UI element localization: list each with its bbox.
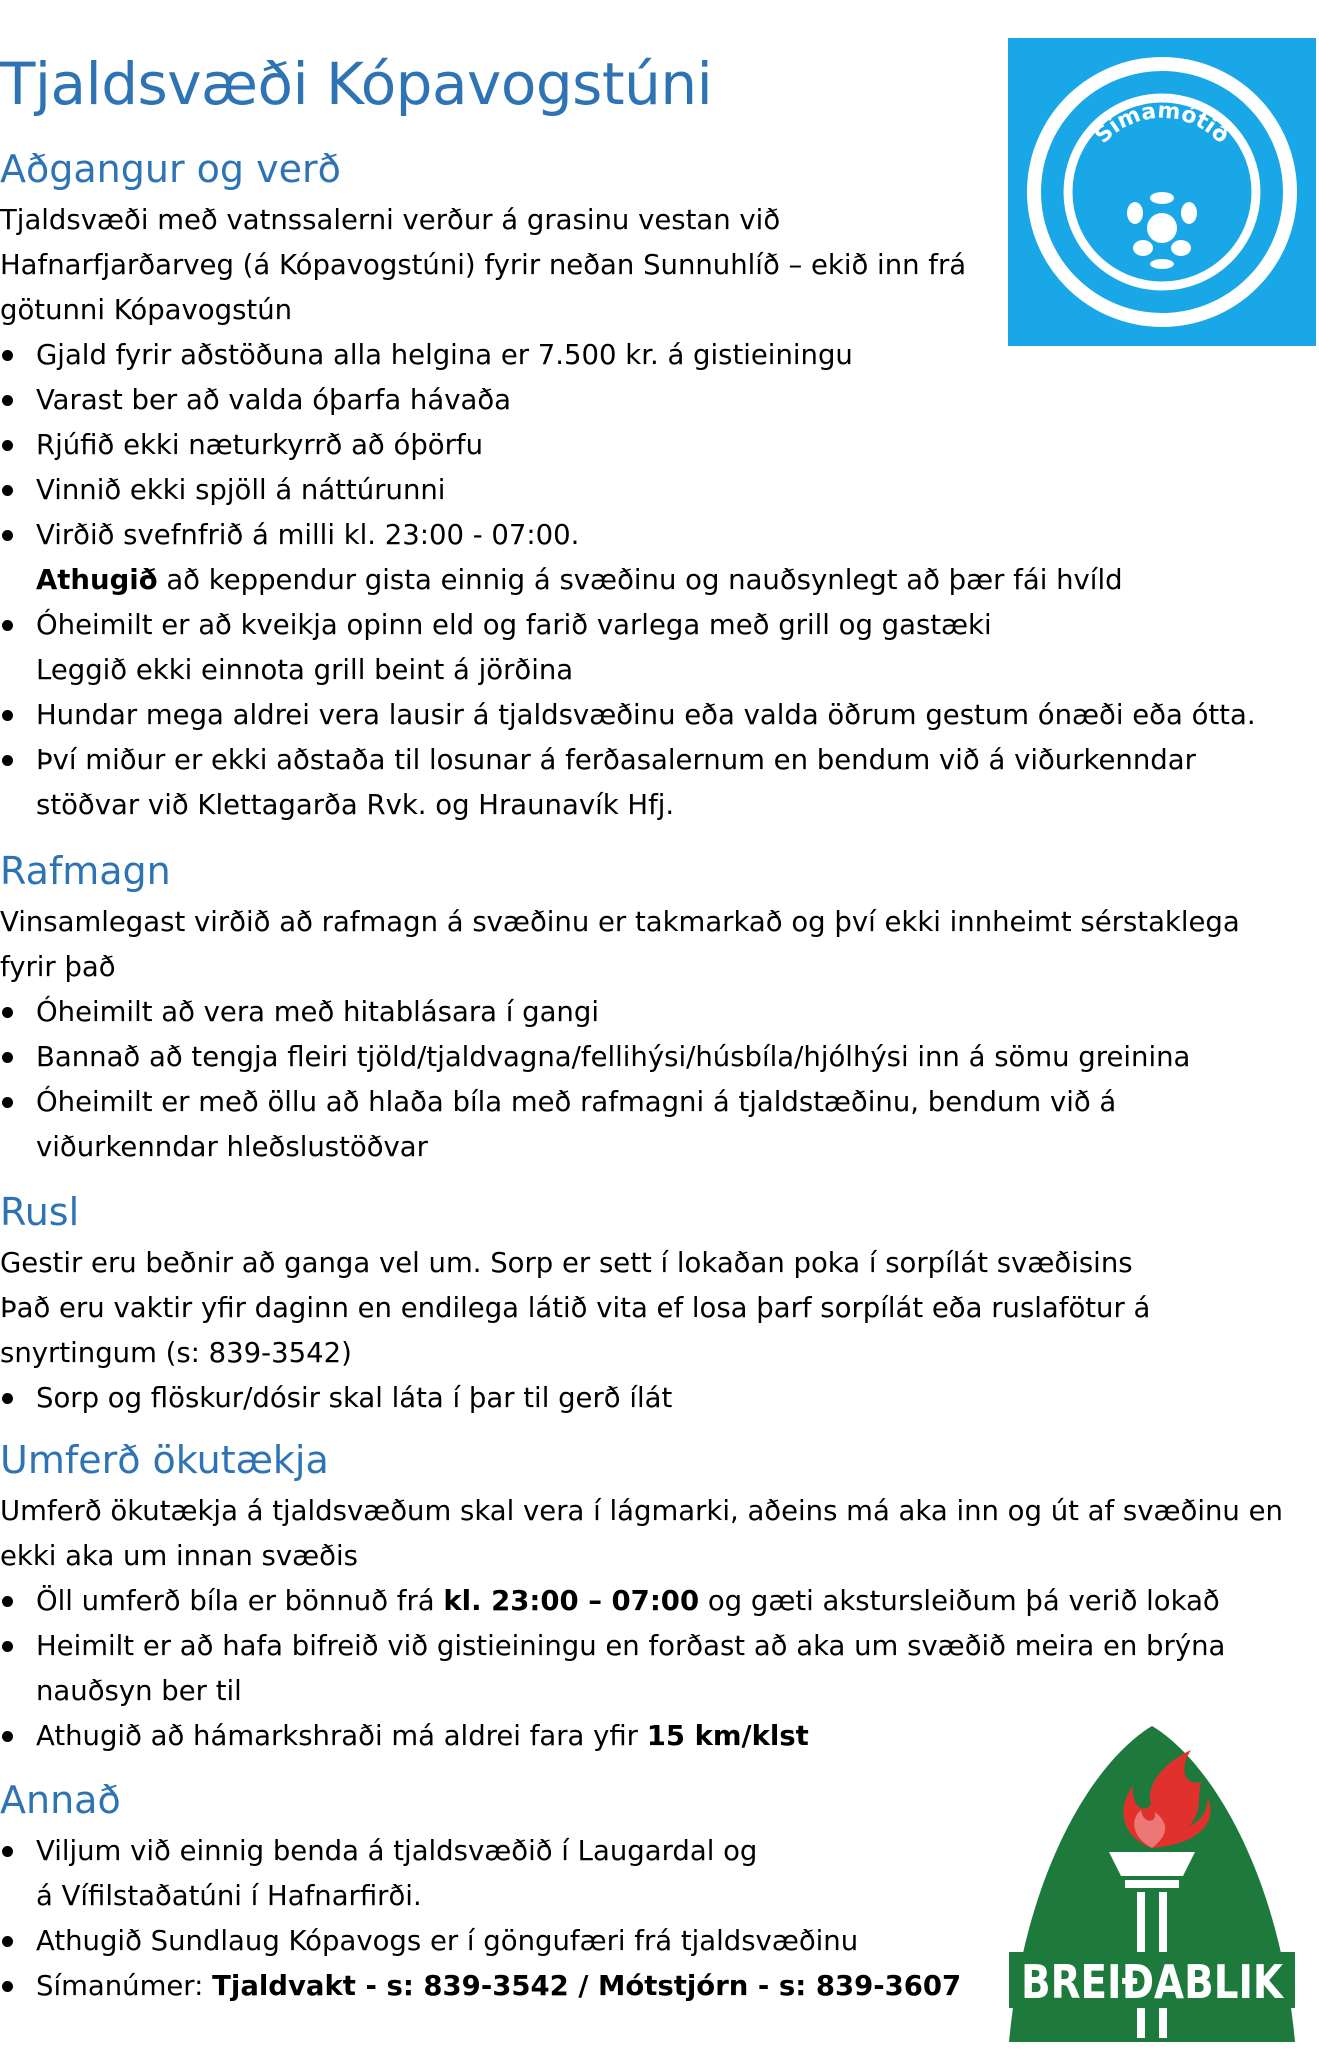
breidablik-logo-graphic xyxy=(1005,1720,1299,2045)
list-item xyxy=(0,1829,1000,1919)
intro-line: Hafnarfjarðarveg (á Kópavogstúni) fyrir neðan Sunnuhlíð – ekið inn frá xyxy=(0,249,967,281)
section-heading: Rafmagn xyxy=(0,849,171,893)
intro-line: fyrir það xyxy=(0,951,116,983)
list-item-continuation: stöðvar við Klettagarða Rvk. og Hraunavík Hfj. xyxy=(36,789,675,821)
list-item-text: Athugið að hámarkshraði má aldrei fara yfir xyxy=(36,1720,647,1752)
list-item: Rjúfið ekki næturkyrrð að óþörfu xyxy=(0,423,1300,468)
section-heading: Aðgangur og verð xyxy=(0,147,341,191)
list-item xyxy=(0,513,1300,603)
list-item-text: Virðið svefnfrið á milli kl. 23:00 - 07:00. xyxy=(36,519,580,551)
list-item xyxy=(0,1624,1300,1714)
section-rafmagn xyxy=(0,842,1300,1170)
section-rusl xyxy=(0,1183,1300,1421)
list-item-text: og gæti akstursleiðum þá verið lokað xyxy=(699,1585,1220,1617)
bullet-list xyxy=(0,1829,1000,2009)
list-item-text: Viljum við einnig benda á tjaldsvæðið í Laugardal og xyxy=(36,1835,758,1867)
intro-line: Gestir eru beðnir að ganga vel um. Sorp er sett í lokaðan poka í sorpílát svæðisins xyxy=(0,1247,1133,1279)
intro-line: Það eru vaktir yfir daginn en endilega látið vita ef losa þarf sorpílát eða ruslafötur á xyxy=(0,1292,1151,1324)
list-item-text: Óheimilt er að kveikja opinn eld og farið varlega með grill og gastæki xyxy=(36,609,992,641)
list-item xyxy=(0,1579,1300,1624)
list-item-text: Því miður er ekki aðstaða til losunar á ferðasalernum en bendum við á viðurkenndar xyxy=(36,744,1196,776)
list-item: Bannað að tengja fleiri tjöld/tjaldvagna/fellihýsi/húsbíla/hjólhýsi inn á sömu greinina xyxy=(0,1035,1300,1080)
section-heading: Umferð ökutækja xyxy=(0,1438,329,1482)
list-item xyxy=(0,1080,1300,1170)
list-item-text: Heimilt er að hafa bifreið við gistieiningu en forðast að aka um svæðið meira en brýna xyxy=(36,1630,1226,1662)
section-umferd xyxy=(0,1431,1300,1759)
section-annad xyxy=(0,1771,1000,2009)
bold-text: kl. 23:00 – 07:00 xyxy=(443,1585,700,1617)
intro-line: Umferð ökutækja á tjaldsvæðum skal vera í lágmarki, aðeins má aka inn og út af svæðinu en xyxy=(0,1495,1283,1527)
list-item xyxy=(0,738,1300,828)
list-item: Athugið Sundlaug Kópavogs er í göngufæri frá tjaldsvæðinu xyxy=(0,1919,1000,1964)
intro-line: snyrtingum (s: 839-3542) xyxy=(0,1337,352,1369)
list-item: Gjald fyrir aðstöðuna alla helgina er 7.500 kr. á gistieiningu xyxy=(0,333,1300,378)
section-heading: Rusl xyxy=(0,1190,80,1234)
intro-line: götunni Kópavogstún xyxy=(0,294,293,326)
section-adgangur xyxy=(0,140,1300,828)
list-item: Sorp og flöskur/dósir skal láta í þar til gerð ílát xyxy=(0,1376,1300,1421)
bullet-list xyxy=(0,990,1300,1170)
list-item-text: Öll umferð bíla er bönnuð frá xyxy=(36,1585,444,1617)
list-item: Vinnið ekki spjöll á náttúrunni xyxy=(0,468,1300,513)
list-item-continuation: viðurkenndar hleðslustöðvar xyxy=(36,1131,428,1163)
intro-line: Vinsamlegast virðið að rafmagn á svæðinu er takmarkað og því ekki innheimt sérstaklega xyxy=(0,906,1240,938)
bullet-list xyxy=(0,333,1300,828)
bold-text: Tjaldvakt - s: 839-3542 / Mótstjórn - s: 839-3607 xyxy=(212,1970,962,2002)
list-item: Varast ber að valda óþarfa hávaða xyxy=(0,378,1300,423)
breidablik-logo-text: BREIÐABLIK xyxy=(1021,1955,1285,2009)
section-heading: Annað xyxy=(0,1778,121,1822)
list-item-text: að keppendur gista einnig á svæðinu og nauðsynlegt að þær fái hvíld xyxy=(157,564,1123,596)
bold-text: Athugið xyxy=(36,564,158,596)
bold-text: 15 km/klst xyxy=(646,1720,809,1752)
intro-line: Tjaldsvæði með vatnssalerni verður á grasinu vestan við xyxy=(0,204,781,236)
list-item-continuation xyxy=(36,558,1300,603)
list-item-continuation: á Vífilstaðatúni í Hafnarfirði. xyxy=(36,1880,422,1912)
list-item: Óheimilt að vera með hitablásara í gangi xyxy=(0,990,1300,1035)
list-item-continuation: Leggið ekki einnota grill beint á jörðina xyxy=(36,654,574,686)
list-item xyxy=(0,1964,1000,2009)
list-item-text: Óheimilt er með öllu að hlaða bíla með rafmagni á tjaldstæðinu, bendum við á xyxy=(36,1086,1117,1118)
bullet-list xyxy=(0,1376,1300,1421)
breidablik-logo xyxy=(1005,1720,1299,2045)
list-item: Hundar mega aldrei vera lausir á tjaldsvæðinu eða valda öðrum gestum ónæði eða ótta. xyxy=(0,693,1300,738)
list-item xyxy=(0,603,1300,693)
intro-line: ekki aka um innan svæðis xyxy=(0,1540,358,1572)
list-item-continuation: nauðsyn ber til xyxy=(36,1675,242,1707)
list-item-text: Símanúmer: xyxy=(36,1970,213,2002)
simamotid-logo-text: Símamótið xyxy=(1090,98,1234,149)
page-title: Tjaldsvæði Kópavogstúni xyxy=(0,50,713,118)
